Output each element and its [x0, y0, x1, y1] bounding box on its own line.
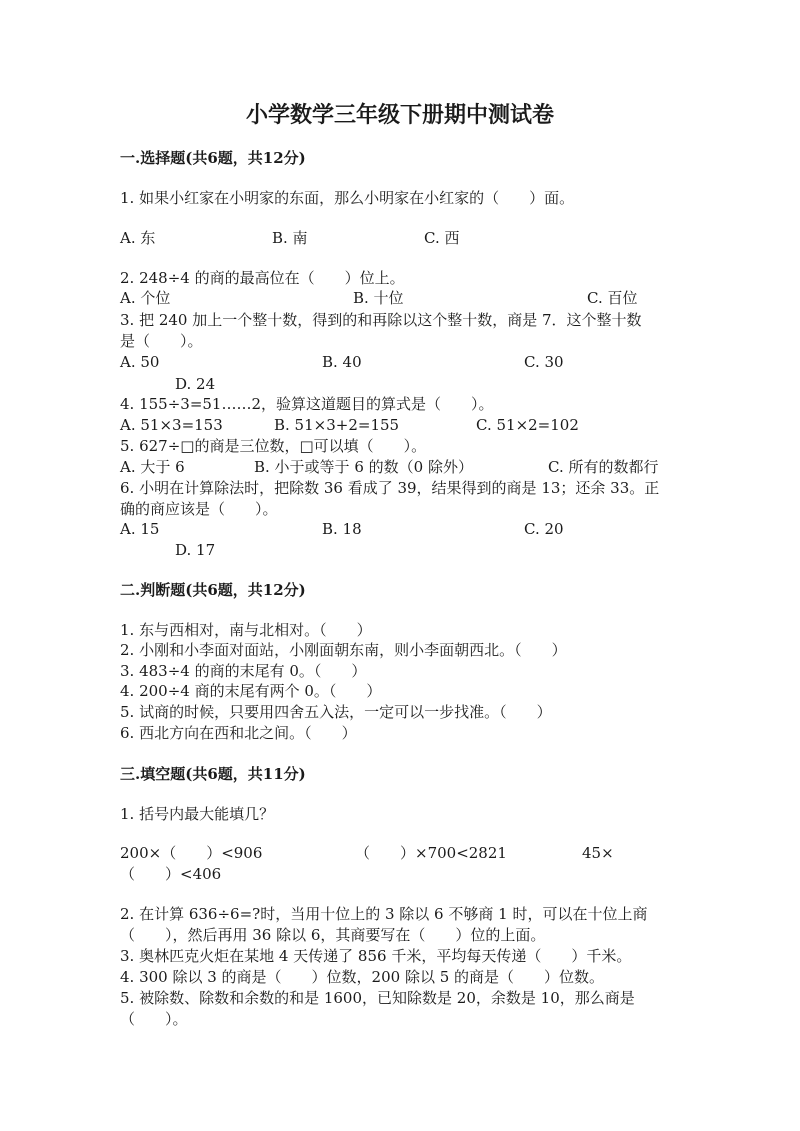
section-heading-judge: 二.判断题(共6题，共12分)	[120, 581, 306, 599]
option-b: B. 小于或等于 6 的数（0 除外）	[254, 458, 473, 476]
option-c: C. 西	[424, 229, 460, 247]
option-b: B. 40	[322, 353, 362, 371]
option-a: A. 大于 6	[120, 458, 185, 476]
page-title: 小学数学三年级下册期中测试卷	[245, 102, 554, 128]
option-a: A. 51×3=153	[120, 416, 223, 434]
question-text-cont: 确的商应该是（ ）。	[120, 500, 278, 518]
question-text: 5. 627÷□的商是三位数，□可以填（ ）。	[120, 437, 427, 455]
question-text: 3. 把 240 加上一个整十数，得到的和再除以这个整十数，商是 7．这个整十数	[120, 311, 642, 329]
option-c: C. 51×2=102	[476, 416, 579, 434]
question-text-cont: （ ）。	[120, 1010, 188, 1028]
question-text: 1. 括号内最大能填几？	[120, 805, 275, 823]
expression: 200×（ ）<906	[120, 844, 263, 862]
question-text: 2. 小刚和小李面对面站，小刚面朝东南，则小李面朝西北。（ ）	[120, 641, 567, 659]
question-text-cont: （ ），然后再用 36 除以 6，其商要写在（ ）位的上面。	[120, 926, 546, 944]
option-b: B. 18	[322, 520, 362, 538]
question-text: 4. 300 除以 3 的商是（ ）位数，200 除以 5 的商是（ ）位数。	[120, 968, 605, 986]
question-text: 3. 483÷4 的商的末尾有 0。（ ）	[120, 662, 367, 680]
expression-cont: （ ）<406	[120, 865, 222, 883]
question-text: 2. 248÷4 的商的最高位在（ ）位上。	[120, 269, 405, 287]
question-text: 5. 被除数、除数和余数的和是 1600，已知除数是 20，余数是 10，那么商是	[120, 989, 635, 1007]
option-c: C. 20	[524, 520, 564, 538]
option-c: C. 30	[524, 353, 564, 371]
option-a: A. 东	[120, 229, 156, 247]
question-text-cont: 是（ ）。	[120, 332, 203, 350]
question-text: 1. 东与西相对，南与北相对。（ ）	[120, 621, 372, 639]
expression: 45×	[582, 844, 614, 862]
question-text: 6. 西北方向在西和北之间。（ ）	[120, 724, 357, 742]
option-d: D. 24	[175, 375, 216, 393]
option-d: D. 17	[175, 541, 216, 559]
expression: （ ）×700<2821	[355, 844, 507, 862]
section-heading-choice: 一.选择题(共6题，共12分)	[120, 149, 306, 167]
question-text: 5. 试商的时候，只要用四舍五入法，一定可以一步找准。（ ）	[120, 703, 552, 721]
question-text: 6. 小明在计算除法时，把除数 36 看成了 39，结果得到的商是 13；还余 33。正	[120, 479, 660, 497]
question-text: 4. 155÷3=51……2，验算这道题目的算式是（ ）。	[120, 395, 494, 413]
question-text: 4. 200÷4 商的末尾有两个 0。（ ）	[120, 682, 382, 700]
option-b: B. 十位	[353, 289, 404, 307]
question-text: 2. 在计算 636÷6=?时，当用十位上的 3 除以 6 不够商 1 时，可以在十位上商	[120, 905, 648, 923]
option-b: B. 南	[272, 229, 308, 247]
question-text: 1. 如果小红家在小明家的东面，那么小明家在小红家的（ ）面。	[120, 189, 575, 207]
option-b: B. 51×3+2=155	[274, 416, 400, 434]
option-c: C. 百位	[587, 289, 638, 307]
option-a: A. 50	[120, 353, 160, 371]
option-a: A. 个位	[120, 289, 171, 307]
option-c: C. 所有的数都行	[548, 458, 659, 476]
section-heading-fill: 三.填空题(共6题，共11分)	[120, 765, 306, 783]
option-a: A. 15	[120, 520, 160, 538]
question-text: 3. 奥林匹克火炬在某地 4 天传递了 856 千米，平均每天传递（ ）千米。	[120, 947, 632, 965]
